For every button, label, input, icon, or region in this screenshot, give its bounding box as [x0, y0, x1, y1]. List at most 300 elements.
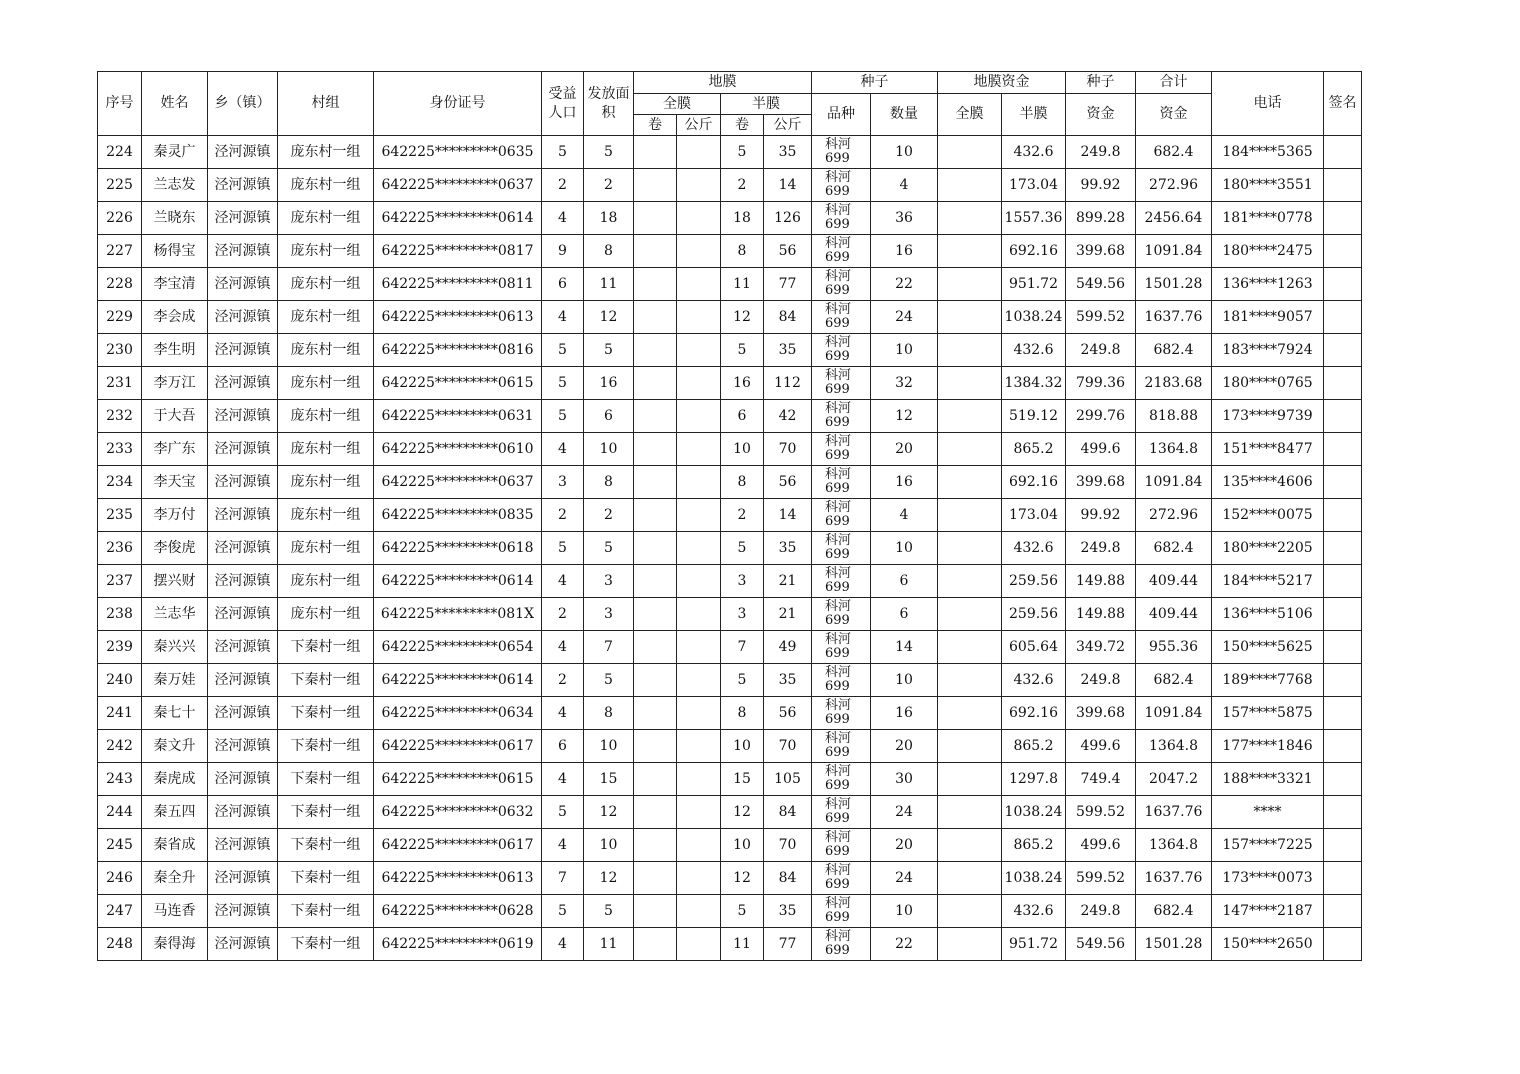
cell-variety: 科河699	[812, 862, 871, 895]
cell-seq: 225	[98, 169, 142, 202]
cell-id: 642225*********0614	[374, 664, 542, 697]
cell-sign	[1324, 631, 1362, 664]
cell-half-roll: 2	[721, 499, 764, 532]
cell-total: 1637.76	[1136, 796, 1212, 829]
cell-half-kg: 35	[764, 895, 812, 928]
cell-town: 泾河源镇	[208, 334, 278, 367]
cell-area: 15	[584, 763, 634, 796]
cell-pop: 2	[542, 664, 584, 697]
cell-town: 泾河源镇	[208, 598, 278, 631]
cell-town: 泾河源镇	[208, 400, 278, 433]
cell-id: 642225*********0631	[374, 400, 542, 433]
table-row	[98, 499, 1362, 532]
cell-town: 泾河源镇	[208, 829, 278, 862]
cell-half-kg: 56	[764, 697, 812, 730]
cell-half-kg: 35	[764, 136, 812, 169]
cell-full-kg	[677, 202, 721, 235]
cell-qty: 6	[871, 598, 938, 631]
cell-sign	[1324, 499, 1362, 532]
cell-full-roll	[634, 763, 677, 796]
cell-total: 2183.68	[1136, 367, 1212, 400]
header-full-kg: 公斤	[677, 115, 721, 136]
cell-variety: 科河699	[812, 631, 871, 664]
cell-name: 李广东	[142, 433, 208, 466]
cell-seq: 231	[98, 367, 142, 400]
cell-group: 下秦村一组	[278, 928, 374, 961]
cell-sign	[1324, 895, 1362, 928]
header-total-top: 合计	[1136, 72, 1212, 94]
cell-seed-funds: 399.68	[1066, 697, 1136, 730]
header-variety: 品种	[812, 94, 871, 136]
cell-pop: 9	[542, 235, 584, 268]
cell-seed-funds: 899.28	[1066, 202, 1136, 235]
cell-full-kg	[677, 598, 721, 631]
cell-seq: 228	[98, 268, 142, 301]
cell-seed-funds: 549.56	[1066, 268, 1136, 301]
cell-variety: 科河699	[812, 697, 871, 730]
cell-half-kg: 21	[764, 565, 812, 598]
cell-group: 庞东村一组	[278, 268, 374, 301]
cell-sign	[1324, 730, 1362, 763]
cell-full-roll	[634, 631, 677, 664]
cell-full-kg	[677, 499, 721, 532]
header-seed-funds-top: 种子	[1066, 72, 1136, 94]
cell-full-kg	[677, 829, 721, 862]
cell-seq: 242	[98, 730, 142, 763]
cell-name: 李俊虎	[142, 532, 208, 565]
cell-variety: 科河699	[812, 895, 871, 928]
cell-half-funds: 259.56	[1002, 565, 1066, 598]
cell-full-roll	[634, 334, 677, 367]
cell-area: 3	[584, 565, 634, 598]
cell-area: 5	[584, 895, 634, 928]
cell-half-roll: 5	[721, 334, 764, 367]
cell-id: 642225*********0811	[374, 268, 542, 301]
cell-area: 8	[584, 466, 634, 499]
header-half-roll: 卷	[721, 115, 764, 136]
cell-pop: 4	[542, 631, 584, 664]
cell-pop: 5	[542, 367, 584, 400]
table-row	[98, 169, 1362, 202]
cell-id: 642225*********0613	[374, 301, 542, 334]
cell-half-kg: 14	[764, 499, 812, 532]
cell-seed-funds: 249.8	[1066, 664, 1136, 697]
cell-variety: 科河699	[812, 334, 871, 367]
cell-id: 642225*********0637	[374, 169, 542, 202]
header-id-number: 身份证号	[374, 72, 542, 136]
cell-town: 泾河源镇	[208, 862, 278, 895]
cell-qty: 32	[871, 367, 938, 400]
cell-half-funds: 173.04	[1002, 169, 1066, 202]
cell-name: 秦全升	[142, 862, 208, 895]
cell-area: 18	[584, 202, 634, 235]
cell-full-roll	[634, 235, 677, 268]
cell-half-kg: 126	[764, 202, 812, 235]
cell-id: 642225*********0634	[374, 697, 542, 730]
cell-town: 泾河源镇	[208, 565, 278, 598]
cell-phone: 180****3551	[1212, 169, 1324, 202]
cell-group: 下秦村一组	[278, 697, 374, 730]
cell-name: 李宝清	[142, 268, 208, 301]
cell-full-funds	[938, 499, 1002, 532]
cell-half-funds: 1557.36	[1002, 202, 1066, 235]
cell-variety: 科河699	[812, 169, 871, 202]
cell-town: 泾河源镇	[208, 235, 278, 268]
cell-full-kg	[677, 631, 721, 664]
cell-full-kg	[677, 136, 721, 169]
cell-phone: 157****5875	[1212, 697, 1324, 730]
cell-name: 秦兴兴	[142, 631, 208, 664]
cell-seq: 243	[98, 763, 142, 796]
header-full-film-funds: 全膜	[938, 94, 1002, 136]
cell-half-funds: 173.04	[1002, 499, 1066, 532]
cell-pop: 4	[542, 565, 584, 598]
cell-half-funds: 692.16	[1002, 235, 1066, 268]
cell-full-funds	[938, 697, 1002, 730]
table-row	[98, 928, 1362, 961]
cell-half-kg: 42	[764, 400, 812, 433]
cell-id: 642225*********0618	[374, 532, 542, 565]
cell-pop: 6	[542, 268, 584, 301]
cell-name: 摆兴财	[142, 565, 208, 598]
cell-sign	[1324, 433, 1362, 466]
cell-name: 李万江	[142, 367, 208, 400]
cell-half-kg: 70	[764, 433, 812, 466]
cell-name: 秦灵广	[142, 136, 208, 169]
table-row	[98, 466, 1362, 499]
cell-area: 10	[584, 730, 634, 763]
cell-group: 庞东村一组	[278, 433, 374, 466]
cell-full-funds	[938, 598, 1002, 631]
cell-half-roll: 15	[721, 763, 764, 796]
cell-seed-funds: 249.8	[1066, 532, 1136, 565]
cell-town: 泾河源镇	[208, 796, 278, 829]
cell-full-roll	[634, 532, 677, 565]
cell-full-roll	[634, 862, 677, 895]
cell-seq: 237	[98, 565, 142, 598]
cell-seed-funds: 599.52	[1066, 862, 1136, 895]
cell-qty: 4	[871, 499, 938, 532]
cell-phone: 150****5625	[1212, 631, 1324, 664]
cell-full-funds	[938, 829, 1002, 862]
cell-pop: 2	[542, 499, 584, 532]
cell-full-kg	[677, 169, 721, 202]
cell-seq: 232	[98, 400, 142, 433]
cell-half-roll: 12	[721, 862, 764, 895]
cell-name: 李万付	[142, 499, 208, 532]
cell-half-funds: 1297.8	[1002, 763, 1066, 796]
cell-half-funds: 432.6	[1002, 895, 1066, 928]
cell-seq: 244	[98, 796, 142, 829]
cell-total: 1637.76	[1136, 862, 1212, 895]
cell-full-roll	[634, 499, 677, 532]
cell-seq: 238	[98, 598, 142, 631]
cell-full-kg	[677, 433, 721, 466]
cell-pop: 4	[542, 433, 584, 466]
cell-area: 5	[584, 532, 634, 565]
cell-name: 兰志华	[142, 598, 208, 631]
cell-sign	[1324, 169, 1362, 202]
cell-seq: 236	[98, 532, 142, 565]
cell-town: 泾河源镇	[208, 136, 278, 169]
cell-id: 642225*********0617	[374, 829, 542, 862]
cell-half-roll: 5	[721, 136, 764, 169]
cell-group: 庞东村一组	[278, 466, 374, 499]
cell-group: 下秦村一组	[278, 829, 374, 862]
cell-sign	[1324, 928, 1362, 961]
cell-id: 642225*********081X	[374, 598, 542, 631]
cell-seq: 247	[98, 895, 142, 928]
table-row	[98, 796, 1362, 829]
cell-name: 秦虎成	[142, 763, 208, 796]
cell-group: 下秦村一组	[278, 895, 374, 928]
cell-half-roll: 6	[721, 400, 764, 433]
table-row	[98, 235, 1362, 268]
cell-seed-funds: 399.68	[1066, 466, 1136, 499]
cell-total: 1091.84	[1136, 235, 1212, 268]
cell-area: 8	[584, 697, 634, 730]
cell-variety: 科河699	[812, 664, 871, 697]
cell-total: 1091.84	[1136, 697, 1212, 730]
cell-full-funds	[938, 433, 1002, 466]
cell-total: 1091.84	[1136, 466, 1212, 499]
cell-half-roll: 8	[721, 466, 764, 499]
cell-full-funds	[938, 664, 1002, 697]
cell-pop: 4	[542, 202, 584, 235]
cell-area: 5	[584, 136, 634, 169]
cell-half-funds: 432.6	[1002, 334, 1066, 367]
cell-half-roll: 7	[721, 631, 764, 664]
cell-sign	[1324, 400, 1362, 433]
cell-town: 泾河源镇	[208, 664, 278, 697]
cell-id: 642225*********0628	[374, 895, 542, 928]
cell-id: 642225*********0613	[374, 862, 542, 895]
cell-total: 1501.28	[1136, 268, 1212, 301]
cell-seed-funds: 299.76	[1066, 400, 1136, 433]
header-township: 乡（镇）	[208, 72, 278, 136]
cell-variety: 科河699	[812, 598, 871, 631]
cell-full-roll	[634, 565, 677, 598]
cell-pop: 5	[542, 334, 584, 367]
cell-half-roll: 12	[721, 796, 764, 829]
cell-full-funds	[938, 466, 1002, 499]
cell-id: 642225*********0610	[374, 433, 542, 466]
cell-full-funds	[938, 169, 1002, 202]
cell-full-roll	[634, 169, 677, 202]
cell-pop: 5	[542, 532, 584, 565]
cell-seed-funds: 99.92	[1066, 499, 1136, 532]
cell-seq: 239	[98, 631, 142, 664]
cell-half-funds: 519.12	[1002, 400, 1066, 433]
cell-seq: 248	[98, 928, 142, 961]
cell-qty: 10	[871, 895, 938, 928]
cell-full-roll	[634, 664, 677, 697]
cell-full-funds	[938, 631, 1002, 664]
cell-id: 642225*********0614	[374, 565, 542, 598]
cell-half-funds: 1038.24	[1002, 796, 1066, 829]
cell-half-kg: 56	[764, 235, 812, 268]
cell-id: 642225*********0632	[374, 796, 542, 829]
cell-full-kg	[677, 730, 721, 763]
cell-town: 泾河源镇	[208, 730, 278, 763]
cell-sign	[1324, 763, 1362, 796]
cell-sign	[1324, 268, 1362, 301]
cell-variety: 科河699	[812, 796, 871, 829]
cell-total: 955.36	[1136, 631, 1212, 664]
cell-full-roll	[634, 928, 677, 961]
cell-total: 272.96	[1136, 499, 1212, 532]
cell-area: 5	[584, 334, 634, 367]
cell-sign	[1324, 532, 1362, 565]
cell-qty: 20	[871, 433, 938, 466]
cell-full-funds	[938, 202, 1002, 235]
table-row	[98, 202, 1362, 235]
cell-full-kg	[677, 235, 721, 268]
header-name: 姓名	[142, 72, 208, 136]
cell-full-funds	[938, 532, 1002, 565]
cell-phone: 184****5217	[1212, 565, 1324, 598]
cell-half-funds: 692.16	[1002, 466, 1066, 499]
cell-seq: 227	[98, 235, 142, 268]
cell-full-funds	[938, 565, 1002, 598]
cell-name: 秦五四	[142, 796, 208, 829]
cell-area: 16	[584, 367, 634, 400]
cell-sign	[1324, 235, 1362, 268]
cell-variety: 科河699	[812, 202, 871, 235]
cell-full-kg	[677, 400, 721, 433]
cell-qty: 10	[871, 532, 938, 565]
table-row	[98, 895, 1362, 928]
cell-half-roll: 2	[721, 169, 764, 202]
cell-phone: 181****9057	[1212, 301, 1324, 334]
cell-phone: 183****7924	[1212, 334, 1324, 367]
cell-seed-funds: 99.92	[1066, 169, 1136, 202]
header-seq: 序号	[98, 72, 142, 136]
cell-sign	[1324, 796, 1362, 829]
cell-name: 兰志发	[142, 169, 208, 202]
cell-half-roll: 10	[721, 433, 764, 466]
cell-full-funds	[938, 235, 1002, 268]
cell-half-roll: 3	[721, 598, 764, 631]
cell-half-kg: 70	[764, 829, 812, 862]
cell-total: 2047.2	[1136, 763, 1212, 796]
cell-half-funds: 605.64	[1002, 631, 1066, 664]
cell-full-roll	[634, 598, 677, 631]
cell-half-kg: 35	[764, 532, 812, 565]
cell-town: 泾河源镇	[208, 928, 278, 961]
cell-group: 庞东村一组	[278, 202, 374, 235]
cell-town: 泾河源镇	[208, 532, 278, 565]
cell-pop: 7	[542, 862, 584, 895]
distribution-table	[97, 71, 1362, 961]
table-row	[98, 730, 1362, 763]
cell-full-roll	[634, 466, 677, 499]
cell-full-funds	[938, 367, 1002, 400]
cell-town: 泾河源镇	[208, 466, 278, 499]
cell-name: 秦万娃	[142, 664, 208, 697]
cell-half-kg: 70	[764, 730, 812, 763]
cell-sign	[1324, 664, 1362, 697]
cell-name: 李会成	[142, 301, 208, 334]
cell-id: 642225*********0617	[374, 730, 542, 763]
cell-half-kg: 14	[764, 169, 812, 202]
cell-group: 庞东村一组	[278, 367, 374, 400]
cell-name: 李天宝	[142, 466, 208, 499]
cell-half-roll: 18	[721, 202, 764, 235]
cell-seed-funds: 249.8	[1066, 895, 1136, 928]
cell-area: 11	[584, 268, 634, 301]
cell-sign	[1324, 466, 1362, 499]
cell-group: 下秦村一组	[278, 730, 374, 763]
cell-seed-funds: 249.8	[1066, 136, 1136, 169]
cell-variety: 科河699	[812, 565, 871, 598]
cell-qty: 24	[871, 301, 938, 334]
cell-area: 8	[584, 235, 634, 268]
cell-sign	[1324, 697, 1362, 730]
cell-qty: 16	[871, 697, 938, 730]
cell-pop: 4	[542, 928, 584, 961]
cell-half-roll: 10	[721, 730, 764, 763]
cell-half-funds: 1038.24	[1002, 862, 1066, 895]
cell-full-roll	[634, 400, 677, 433]
cell-name: 兰晓东	[142, 202, 208, 235]
table-row	[98, 334, 1362, 367]
cell-town: 泾河源镇	[208, 697, 278, 730]
cell-phone: 152****0075	[1212, 499, 1324, 532]
cell-id: 642225*********0614	[374, 202, 542, 235]
cell-id: 642225*********0619	[374, 928, 542, 961]
cell-half-roll: 8	[721, 235, 764, 268]
cell-seed-funds: 599.52	[1066, 796, 1136, 829]
cell-variety: 科河699	[812, 235, 871, 268]
cell-full-funds	[938, 796, 1002, 829]
cell-sign	[1324, 598, 1362, 631]
cell-full-funds	[938, 763, 1002, 796]
cell-half-kg: 35	[764, 334, 812, 367]
cell-total: 1637.76	[1136, 301, 1212, 334]
cell-full-roll	[634, 268, 677, 301]
cell-town: 泾河源镇	[208, 268, 278, 301]
cell-total: 1364.8	[1136, 829, 1212, 862]
cell-variety: 科河699	[812, 301, 871, 334]
cell-variety: 科河699	[812, 466, 871, 499]
cell-phone: 136****5106	[1212, 598, 1324, 631]
cell-half-funds: 1038.24	[1002, 301, 1066, 334]
cell-phone: 135****4606	[1212, 466, 1324, 499]
cell-phone: ****	[1212, 796, 1324, 829]
table-row	[98, 862, 1362, 895]
cell-half-roll: 5	[721, 895, 764, 928]
header-film-funds: 地膜资金	[938, 72, 1066, 94]
cell-name: 秦省成	[142, 829, 208, 862]
cell-id: 642225*********0615	[374, 367, 542, 400]
cell-total: 409.44	[1136, 598, 1212, 631]
cell-group: 庞东村一组	[278, 598, 374, 631]
cell-full-roll	[634, 136, 677, 169]
cell-group: 庞东村一组	[278, 235, 374, 268]
cell-qty: 16	[871, 466, 938, 499]
cell-seed-funds: 499.6	[1066, 730, 1136, 763]
cell-half-funds: 951.72	[1002, 928, 1066, 961]
cell-qty: 10	[871, 664, 938, 697]
cell-group: 庞东村一组	[278, 400, 374, 433]
cell-pop: 5	[542, 400, 584, 433]
cell-qty: 12	[871, 400, 938, 433]
table-row	[98, 829, 1362, 862]
cell-town: 泾河源镇	[208, 499, 278, 532]
table-row	[98, 763, 1362, 796]
cell-full-roll	[634, 367, 677, 400]
